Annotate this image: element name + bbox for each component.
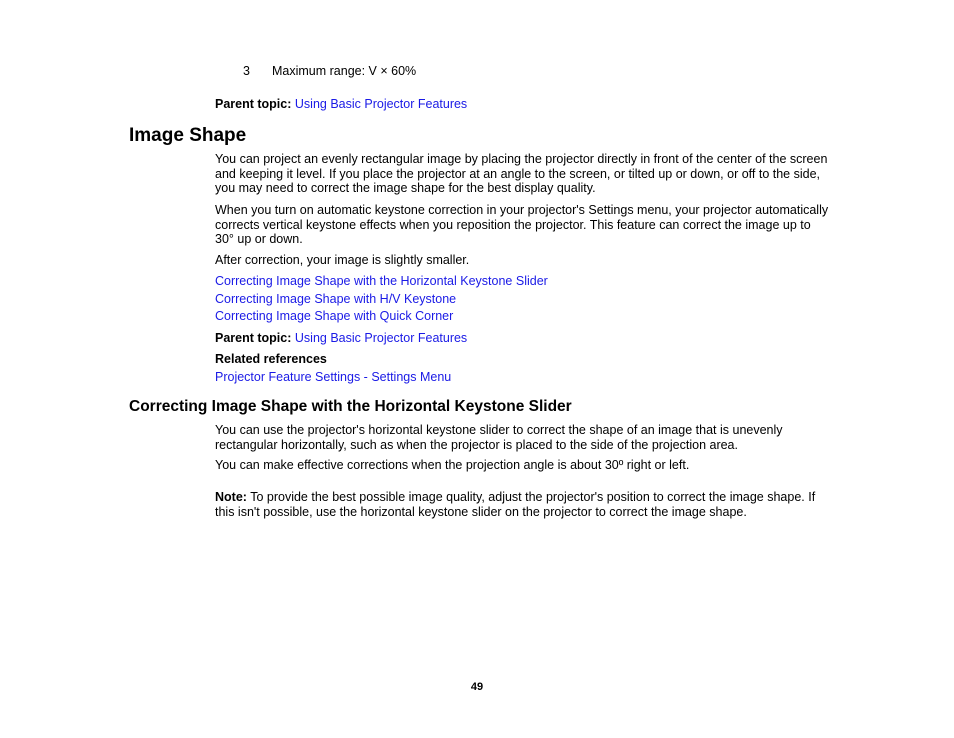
related-references-label: Related references: [215, 352, 327, 366]
list-item-text: Maximum range: V × 60%: [272, 64, 417, 78]
parent-topic-link[interactable]: Using Basic Projector Features: [294, 97, 468, 111]
link-horizontal-keystone[interactable]: Correcting Image Shape with the Horizontal Keystone Slider: [215, 274, 548, 288]
link-quick-corner[interactable]: Correcting Image Shape with Quick Corner: [215, 309, 454, 323]
parent-topic-label: Parent topic:: [215, 331, 292, 345]
parent-topic: [215, 97, 467, 112]
link-hv-keystone[interactable]: Correcting Image Shape with H/V Keystone: [215, 292, 457, 306]
paragraph: You can use the projector's horizontal keystone slider to correct the shape of an image that is unevenly rectangular horizontally, such as when the projector is placed to the side of the projection area.: [215, 423, 783, 452]
related-references-link[interactable]: Projector Feature Settings - Settings Menu: [215, 370, 452, 384]
section-heading-image-shape: Image Shape: [129, 125, 247, 146]
note: [215, 490, 830, 519]
paragraph: You can project an evenly rectangular image by placing the projector directly in front of the center of the screen and keeping it level. If you place the projector at an angle to the screen, or tilted up or down, or off to the side, you may need to correct the image shape for the best display quality.: [215, 152, 828, 196]
paragraph: When you turn on automatic keystone correction in your projector's Settings menu, your projector automatically corrects vertical keystone effects when you reposition the projector. This feature can correct the image up to 30° up or down.: [215, 203, 829, 247]
parent-topic-link[interactable]: Using Basic Projector Features: [294, 331, 468, 345]
parent-topic: [215, 331, 467, 346]
note-text: To provide the best possible image quality, adjust the projector's position to correct the image shape. If this isn't possible, use the horizontal keystone slider on the projector to correct the image shape.: [215, 490, 816, 519]
paragraph: After correction, your image is slightly smaller.: [215, 253, 470, 267]
list-item-number: 3: [243, 64, 250, 78]
page-number: 49: [470, 681, 484, 693]
section-heading-horizontal-keystone: Correcting Image Shape with the Horizontal Keystone Slider: [129, 398, 572, 415]
paragraph: You can make effective corrections when the projection angle is about 30º right or left.: [215, 458, 690, 472]
note-label: Note:: [215, 490, 247, 504]
parent-topic-label: Parent topic:: [215, 97, 292, 111]
